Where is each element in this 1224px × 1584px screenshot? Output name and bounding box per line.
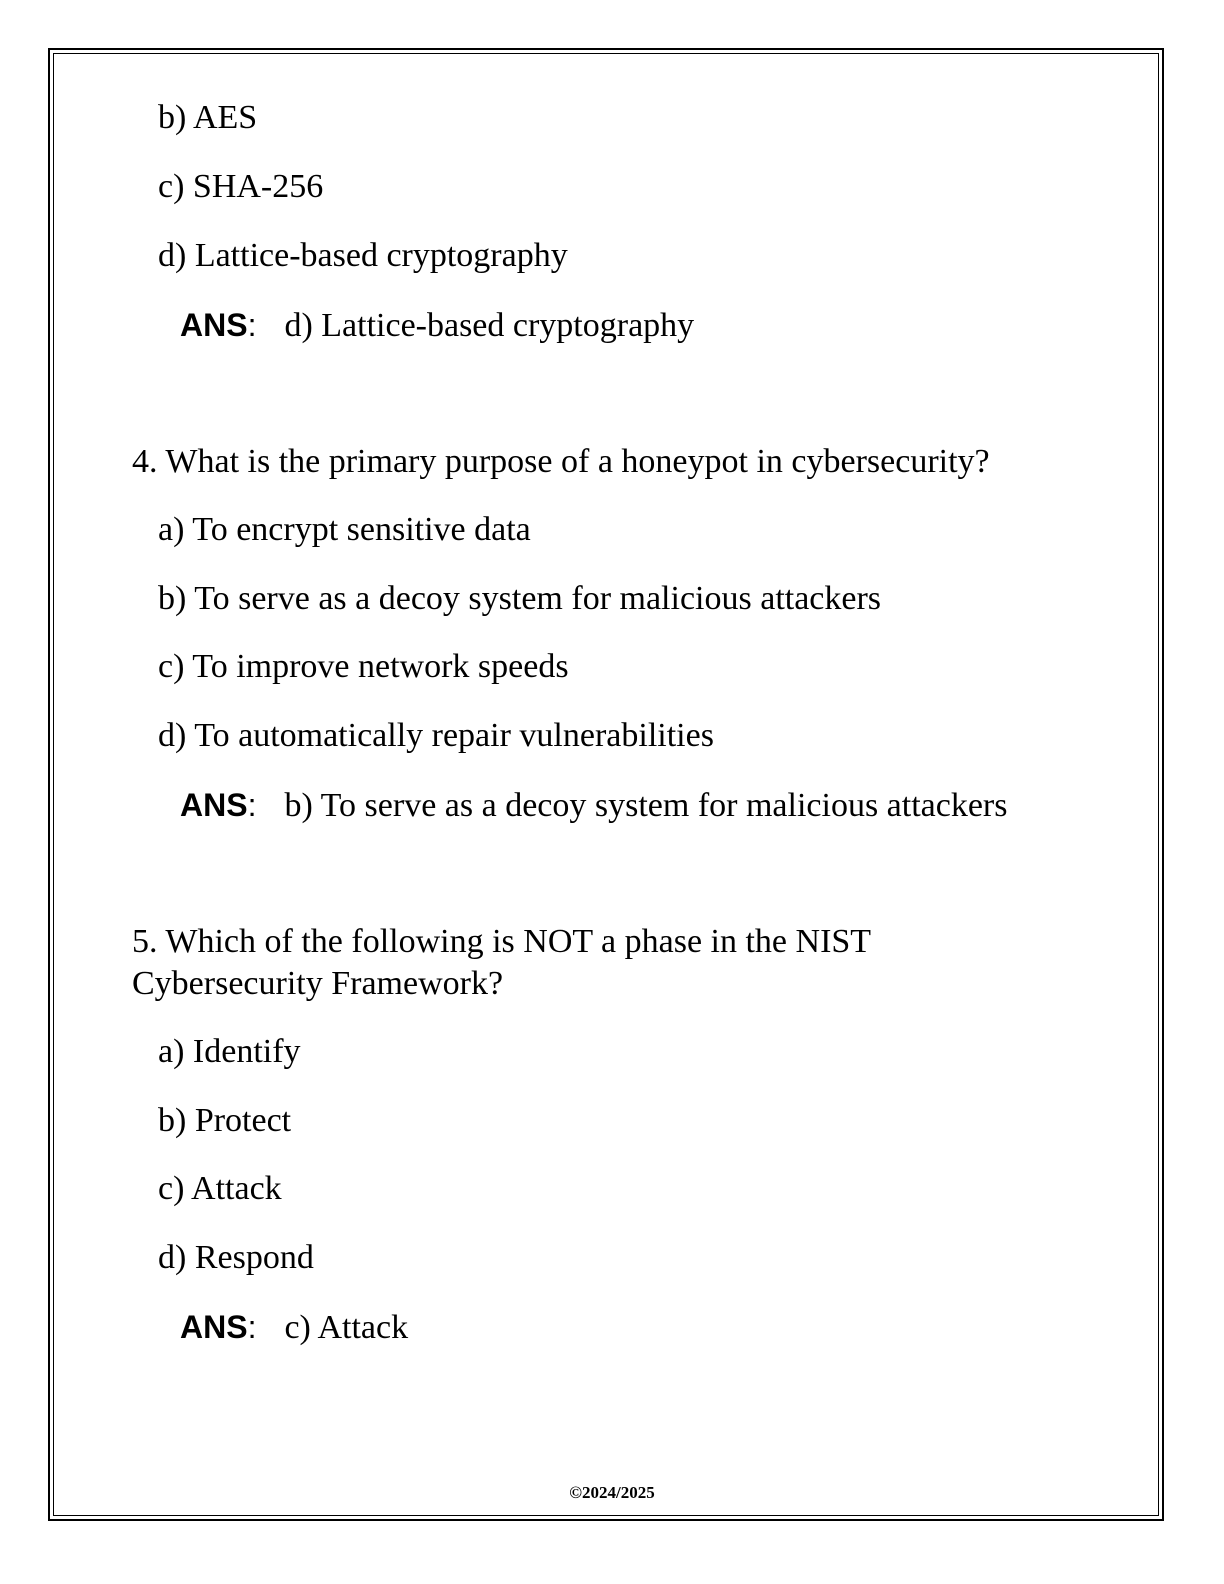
q5-option-d: d) Respond [158,1239,314,1276]
q5-question-line1: 5. Which of the following is NOT a phase in the NIST [132,923,872,960]
q4-answer-text: b) To serve as a decoy system for malicious attackers [284,787,1008,824]
q4-answer-colon: : [247,787,257,823]
q5-option-b: b) Protect [158,1102,292,1139]
q4-option-d: d) To automatically repair vulnerabilities [158,717,714,754]
q3-answer [180,305,694,346]
q4-option-b: b) To serve as a decoy system for malicious attackers [158,580,882,617]
q3-answer-text: d) Lattice-based cryptography [284,307,695,344]
q5-answer-label: ANS [180,1309,248,1345]
q5-question-line2: Cybersecurity Framework? [132,965,504,1002]
q5-answer [180,1307,408,1348]
q4-option-a: a) To encrypt sensitive data [158,511,531,548]
q3-answer-label: ANS [180,307,248,343]
q3-option-b: b) AES [158,99,258,136]
q4-question: 4. What is the primary purpose of a honeypot in cybersecurity? [132,443,990,480]
q3-option-c: c) SHA-256 [158,168,324,205]
q4-answer-label: ANS [180,787,248,823]
q4-option-c: c) To improve network speeds [158,648,569,685]
q3-option-d: d) Lattice-based cryptography [158,237,568,274]
q4-answer [180,785,1007,826]
q5-option-a: a) Identify [158,1033,301,1070]
copyright-footer: ©2024/2025 [569,1483,655,1502]
q5-option-c: c) Attack [158,1170,282,1207]
q3-answer-colon: : [247,307,257,343]
q5-answer-text: c) Attack [284,1309,409,1346]
q5-answer-colon: : [247,1309,257,1345]
